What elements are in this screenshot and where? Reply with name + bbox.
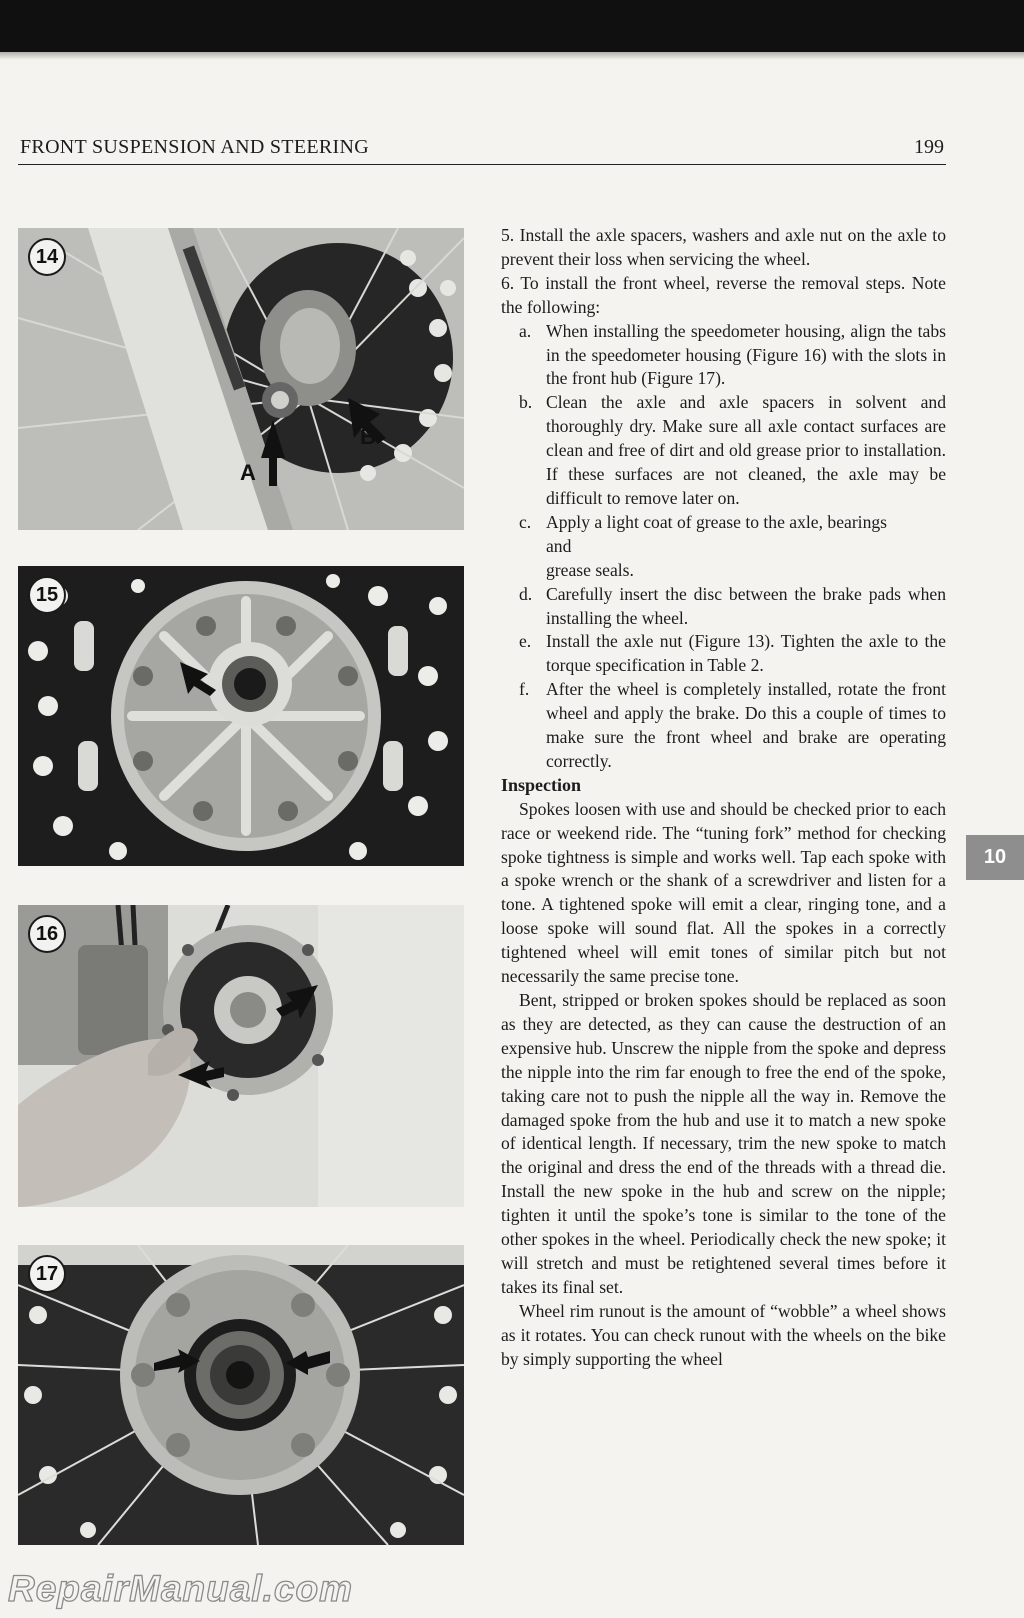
- step-6-item-e: [519, 630, 946, 678]
- step-6-item-f: [519, 678, 946, 774]
- figure-17: [18, 1245, 464, 1545]
- figure-number-badge: 15: [28, 576, 66, 614]
- inspection-paragraph: Wheel rim runout is the amount of “wobble” a wheel shows as it rotates. You can check runout with the wheels on the bike by simply supporting the wheel: [501, 1300, 946, 1369]
- item-text-line: grease seals.: [546, 559, 634, 580]
- body-text-column: [501, 224, 946, 1372]
- item-label: a.: [519, 320, 532, 341]
- callout-label-b: B: [360, 424, 376, 449]
- item-label: e.: [519, 631, 532, 652]
- item-label: c.: [519, 511, 532, 532]
- figure-number-badge: 17: [28, 1255, 66, 1293]
- inspection-paragraph: Spokes loosen with use and should be checked prior to each race or weekend ride. The “tuning fork” method for checking spoke tightness is simple and works well. Tap each spoke with a spoke wrench or the shank of a screwdriver and listen for a tone. A tightened spoke will emit a clear, ringing tone, and a loose spoke will sound flat. All the spokes in a correctly tightened wheel will emit tones of similar pitch but not necessarily the same precise tone.: [501, 798, 946, 987]
- inspection-paragraph: Bent, stripped or broken spokes should be replaced as soon as they are detected, as they can cause the destruction of an expensive hub. Unscrew the nipple from the spoke and depress the nipple into the rim far enough to free the end of the spoke, taking care not to push the nipple all the way in. Remove the damaged spoke from the hub and use it to match a new spoke of identical length. If necessary, trim the new spoke to match the original and dress the end of the threads with a thread die. Install the new spoke in the hub and screw on the nipple; tighten it until the spoke’s tone is similar to the tone of the other spokes in the wheel. Periodically check the new spoke; it will stretch and must be retightened several times before it takes its final set.: [501, 990, 946, 1297]
- figure-number-badge: 14: [28, 238, 66, 276]
- figure-16-photo: [18, 905, 464, 1207]
- figure-15: [18, 566, 464, 866]
- chapter-tab: 10: [966, 835, 1024, 880]
- callout-label-a: A: [240, 460, 256, 485]
- item-text: After the wheel is completely installed, rotate the front wheel and apply the brake. Do this a couple of times to make sure the front wheel and brake are operating correctly.: [546, 679, 946, 771]
- figure-14: [18, 228, 464, 530]
- figure-17-photo: [18, 1245, 464, 1545]
- item-text: [546, 511, 946, 583]
- item-text-line: and: [546, 535, 572, 556]
- step-6-item-b: [519, 391, 946, 511]
- figure-16: [18, 905, 464, 1207]
- running-head-title: FRONT SUSPENSION AND STEERING: [20, 136, 369, 158]
- step-5: 5. Install the axle spacers, washers and axle nut on the axle to prevent their loss when servicing the wheel.: [501, 225, 946, 269]
- inspection-heading: Inspection: [501, 774, 582, 795]
- item-label: b.: [519, 392, 533, 413]
- item-text: Install the axle nut (Figure 13). Tighten the axle to the torque specification in Table 2.: [546, 631, 946, 676]
- item-text: Clean the axle and axle spacers in solvent and thoroughly dry. Make sure all axle contact surfaces are clean and free of dirt and old grease prior to installation. If these surfaces are not cleaned, the axle may be difficult to remove later on.: [546, 392, 946, 508]
- step-6-item-d: [519, 583, 946, 631]
- figure-15-photo: [18, 566, 464, 866]
- page-number: 199: [914, 136, 944, 158]
- page-header: [18, 136, 946, 165]
- figure-number-badge: 16: [28, 915, 66, 953]
- item-label: d.: [519, 583, 533, 604]
- watermark-logo: RepairManual.com: [8, 1568, 353, 1609]
- item-text-line: Apply a light coat of grease to the axle, bearings: [546, 511, 888, 532]
- step-6-item-a: [519, 320, 946, 392]
- step-6: 6. To install the front wheel, reverse the removal steps. Note the following:: [501, 272, 946, 317]
- item-text: Carefully insert the disc between the brake pads when installing the wheel.: [546, 583, 946, 628]
- top-scan-band: [0, 0, 1024, 52]
- item-text: When installing the speedometer housing, align the tabs in the speedometer housing (Figure 16) with the slots in the front hub (Figure 17).: [546, 320, 946, 389]
- step-6-item-c: [519, 511, 946, 583]
- item-label: f.: [519, 679, 530, 700]
